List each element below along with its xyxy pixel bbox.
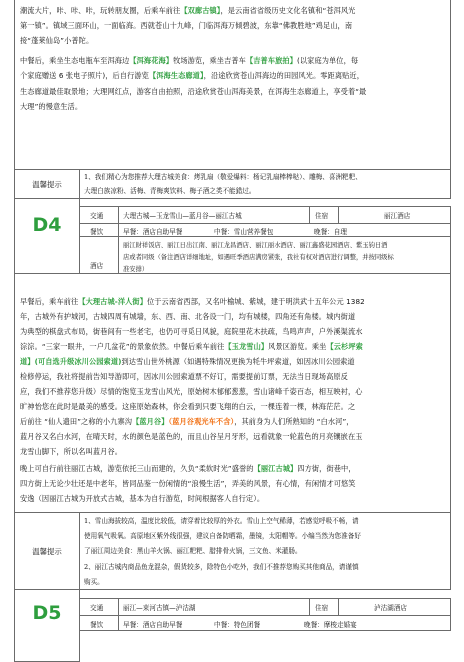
tips1-label: 温馨提示 <box>32 180 62 189</box>
day5-breakfast: 早餐：酒店自助早餐 <box>123 621 183 629</box>
tips2-line-2: 使用氧气吸氧。高原地区紫外线很强，建议自备防晒霜，墨镜，太阳帽等。小编当然为您准备好 <box>84 532 361 540</box>
day4-breakfast: 早餐：酒店自助早餐 <box>123 228 183 236</box>
day5-traffic-label: 交通 <box>90 604 104 612</box>
day4-body-line-13: 四方街上无论少壮还是中老年，皆同品鉴一份闲情的“浪慢生活”，弄美的风景，有心情，有闲情才可悠笑 <box>20 479 356 488</box>
day5-dinner: 晚餐：摩梭走婚宴 <box>304 621 357 629</box>
day4-body-line-2: 年，古城外有护城河，古城四周有城墙，东、西、南、北各设一门，均有城楼，四角还有角楼。城内街道 <box>20 312 356 321</box>
day5-label-cell <box>14 589 80 662</box>
day4-body-line-9: 后前往 “仙人遗田”之称的小九寨沟【蓝月谷】（蓝月谷观光车不含），其前身为人们所熟知的 “白水河”， <box>20 417 354 426</box>
day4-traffic-label: 交通 <box>90 212 104 220</box>
tips2-line-4: 2、丽江古城内商品鱼龙混杂，假货较多，除特色小吃外，我们不推荐您购买其他商品，请谨慎 <box>84 563 359 571</box>
day4-body-line-4: 淙淙。“三家一眼井，一户几盆花”的景象依然。中餐后乘车前往【玉龙雪山】风景区游览。乘坐【云杉坪索 <box>20 342 363 351</box>
day4-body-line-3: 为典型的棋盘式布局，街巷间有一些老宅，也仍可寻觅日风貌，庭院里花木扶疏，鸟鸣声声，户外溪渠流水 <box>20 327 363 336</box>
day4-body-line-7: 应，我们不推荐您升级）尽情的饱览玉龙雪山风光，原始树木郁郁葱葱，雪山诸峰千姿百态，相互映衬，心 <box>20 387 363 396</box>
day4-meal-label: 餐饮 <box>90 228 104 236</box>
day4-label-cell <box>14 198 80 274</box>
day4-hotel-line-2: 店或者同级（备注酒店详细地址，如遇旺季酒店满房紧张，我社有权对酒店进行调整，并按同级标 <box>123 254 394 261</box>
day4-traffic-route: 大理古城—玉龙雪山—蓝月谷—丽江古城 <box>123 212 242 220</box>
day4-body-line-14: 安逸（因丽江古城为开放式古城，基本为自行游览，时间根据客人自行定）。 <box>20 494 265 503</box>
day4-body-line-1: 早餐后，乘车前往【大理古城-洋人街】位于云南省西部，又名叶榆城、紫城，建于明洪武十五年公元 1382 <box>20 297 365 306</box>
day5-traffic-route: 丽江—束河古镇—泸沽湖 <box>123 604 196 612</box>
tips2-line-1: 1、雪山海拔较高，温度比较低，请穿着比较厚的外衣。雪山上空气稀薄，若感觉呼吸不畅，请 <box>84 517 359 525</box>
day5-lunch: 中餐：特色团餐 <box>214 621 261 629</box>
day4-label: D4 <box>32 214 62 236</box>
day3-line-4: 中餐后，乘坐生态电瓶车至洱海边【洱海花海】牧场游览，乘坐吉普车【吉普车旅拍】(以家庭为单位，每 <box>20 56 359 65</box>
tips2-line-5: 购买。 <box>84 578 104 586</box>
day3-line-7: 大理”的慢意生活。 <box>20 102 83 111</box>
day5-stay-label: 住宿 <box>315 604 329 612</box>
day5-stay-hotel: 泸沽湖酒店 <box>374 604 407 612</box>
day3-line-6: 生态廊道最佳取景地；大理网红点，游客自由拍照，沿途欣赏苍山洱海美景，在洱海生态廊道上，享受着“最 <box>20 87 367 96</box>
day5-meal-label: 餐饮 <box>90 621 104 629</box>
day3-line-2: 第一镇”。镇域三面环山，一面临海。西就苍山十九峰，门临洱海万倾碧波，东靠“佛教胜地”鸡足山，南 <box>20 21 353 30</box>
day4-hotel-label: 酒店 <box>90 262 104 270</box>
day4-body-line-10: 蓝月谷又名白水河，在晴天时，水的颜色是蓝色的，而且山谷呈月牙形，远看就象一轮蓝色的月亮镶嵌在玉 <box>20 432 363 441</box>
day4-stay-label: 住宿 <box>315 212 329 220</box>
day5-label: D5 <box>32 602 62 624</box>
day4-body-line-6: 检修停运，我社将提前告知导游即可，因冰川公园索道票不好订，需要提前订票，无法当日现场高原反 <box>20 372 348 381</box>
day4-body-line-11: 龙雪山脚下，所以名叫蓝月谷。 <box>20 447 123 456</box>
tips1-line-2: 大理白族凉粉、活梅、青梅爽饮料、梅子酒之类不能錯过。 <box>84 187 256 195</box>
day4-hotel-line-1: 丽江財祥饭店、丽江日出江南、丽江龙昌酒店、丽江丽水酒店、丽江鑫盛花园酒店、紫玉钧日酒 <box>123 242 388 249</box>
day4-lunch: 中餐：雪山营养餐包 <box>214 228 274 236</box>
day4-body-line-5: 道】(可自选升级冰川公园索道)到达雪山世外桃源（如遇特殊情况更换为牦牛坪索道，如因冰川公园索道 <box>20 357 355 366</box>
day4-stay-hotel: 丽江酒店 <box>384 212 411 220</box>
tips1-line-1: 1、我们精心为您推荐大理古城美食：烤乳扇（敬爱爆料：杨记乳扇棒棒哒）、雕梅、喜洲粑粑、 <box>84 173 362 181</box>
day3-line-3: 接“蓬莱仙岛”小普陀。 <box>20 36 94 45</box>
day4-hotel-line-3: 准安排） <box>123 266 149 273</box>
day4-body-line-12: 晚上可自行前往丽江古城，游览依托三山而建的，久负“柔软时光”盛誉的【丽江古城】四方街，街巷中， <box>20 464 356 473</box>
day4-body-line-8: 旷神怡您在此时是最美的感受。这座原始森林，你会看到只要飞翔的白云，一棵连着一棵，林海茫茫。之 <box>20 402 356 411</box>
day3-line-5: 个家庭赠送 6 张电子照片)，后自行游览【洱海生态廊道】，沿途欣赏苍山洱海边的田园风光。零距离贴近， <box>20 71 364 80</box>
tips2-line-3: 了丽江周边美食：黑山羊火锅、丽江粑粑、腊排骨火锅，三文鱼、米灌肠。 <box>84 547 302 555</box>
tips2-label: 温馨提示 <box>32 547 62 556</box>
day4-dinner: 晚餐：自理 <box>314 228 347 236</box>
day3-line-1: 潮流大片，咔、咔、咔，玩转朋友圈，后乘车前往【双廊古镇】，是云南省省级历史文化名镇和“苍洱风光 <box>20 6 356 15</box>
